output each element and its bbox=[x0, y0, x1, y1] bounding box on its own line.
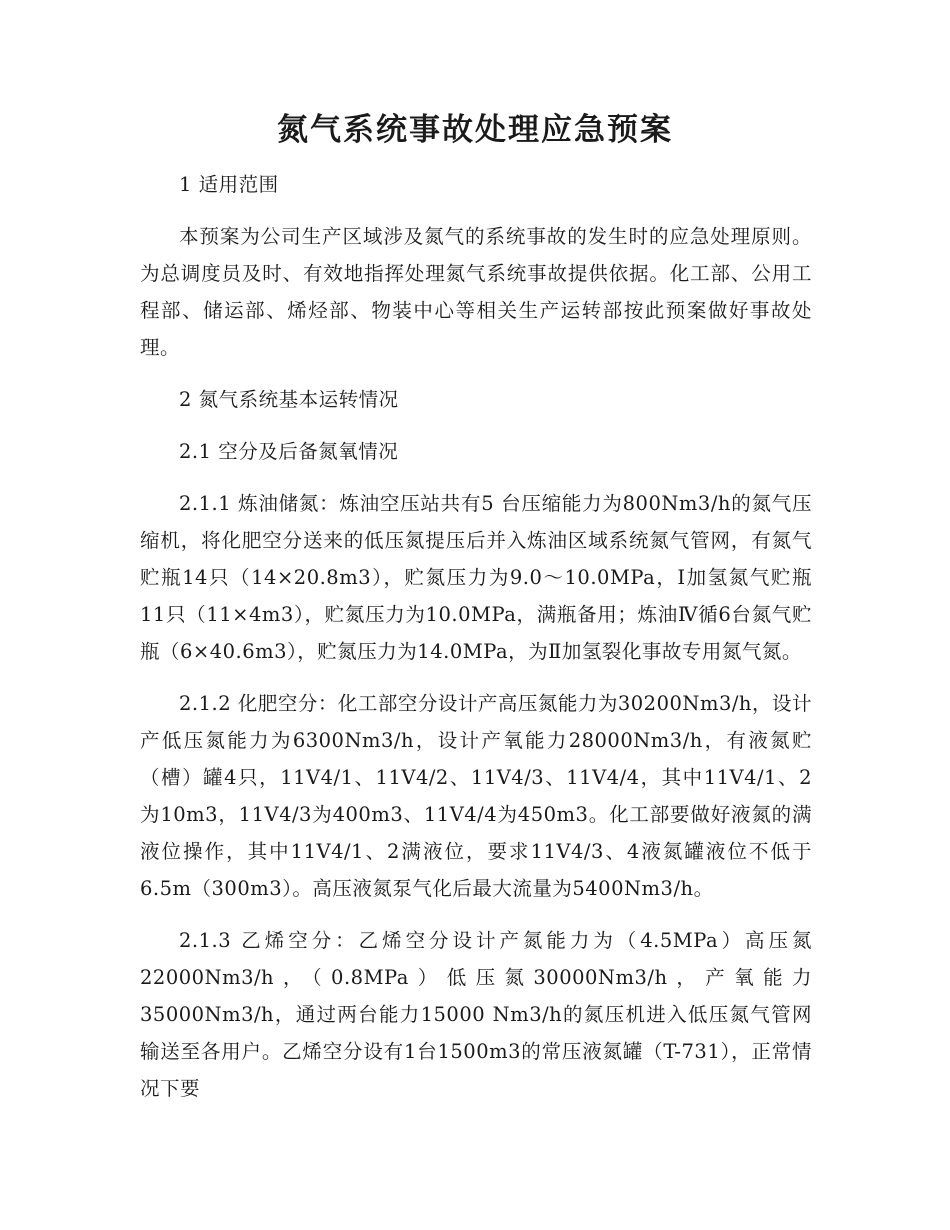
subsection-heading-air-separation: 2.1 空分及后备氮氧情况 bbox=[179, 440, 399, 463]
section-heading-scope: 1 适用范围 bbox=[179, 173, 279, 196]
document-body bbox=[140, 166, 812, 1122]
paragraph-ethylene-air-separation: 2.1.3 乙烯空分：乙烯空分设计产氮能力为（4.5MPa）高压氮22000Nm3/h，（0.8MPa）低压氮30000Nm3/h，产氧能力35000Nm3/h，通过两台能力15000 Nm3/h的氮压机进入低压氮气管网输送至各用户。乙烯空分设有1台1500m3的常压液氮罐（T-731），正常情况下要 bbox=[140, 929, 812, 1100]
paragraph-scope: 本预案为公司生产区域涉及氮气的系统事故的发生时的应急处理原则。为总调度员及时、有效地指挥处理氮气系统事故提供依据。化工部、公用工程部、储运部、烯烃部、物装中心等相关生产运转部按此预案做好事故处理。 bbox=[140, 225, 812, 359]
paragraph-refinery-nitrogen: 2.1.1 炼油储氮：炼油空压站共有5 台压缩能力为800Nm3/h的氮气压缩机，将化肥空分送来的低压氮提压后并入炼油区域系统氮气管网，有氮气贮瓶14只（14×20.8m3），贮氮压力为9.0～10.0MPa，Ⅰ加氢氮气贮瓶11只（11×4m3），贮氮压力为10.0MPa，满瓶备用；炼油Ⅳ循6台氮气贮瓶（6×40.6m3），贮氮压力为14.0MPa，为Ⅱ加氢裂化事故专用氮气氮。 bbox=[140, 492, 812, 663]
document-title: 氮气系统事故处理应急预案 bbox=[277, 112, 673, 148]
paragraph-fertilizer-air-separation: 2.1.2 化肥空分：化工部空分设计产高压氮能力为30200Nm3/h，设计产低压氮能力为6300Nm3/h，设计产氧能力28000Nm3/h，有液氮贮（槽）罐4只，11V4/1、11V4/2、11V4/3、11V4/4，其中11V4/1、2为10m3，11V4/3为400m3、11V4/4为450m3。化工部要做好液氮的满液位操作，其中11V4/1、2满液位，要求11V4/3、4液氮罐液位不低于6.5m（300m3）。高压液氮泵气化后最大流量为5400Nm3/h。 bbox=[140, 692, 812, 900]
section-heading-operation: 2 氮气系统基本运转情况 bbox=[179, 388, 399, 411]
